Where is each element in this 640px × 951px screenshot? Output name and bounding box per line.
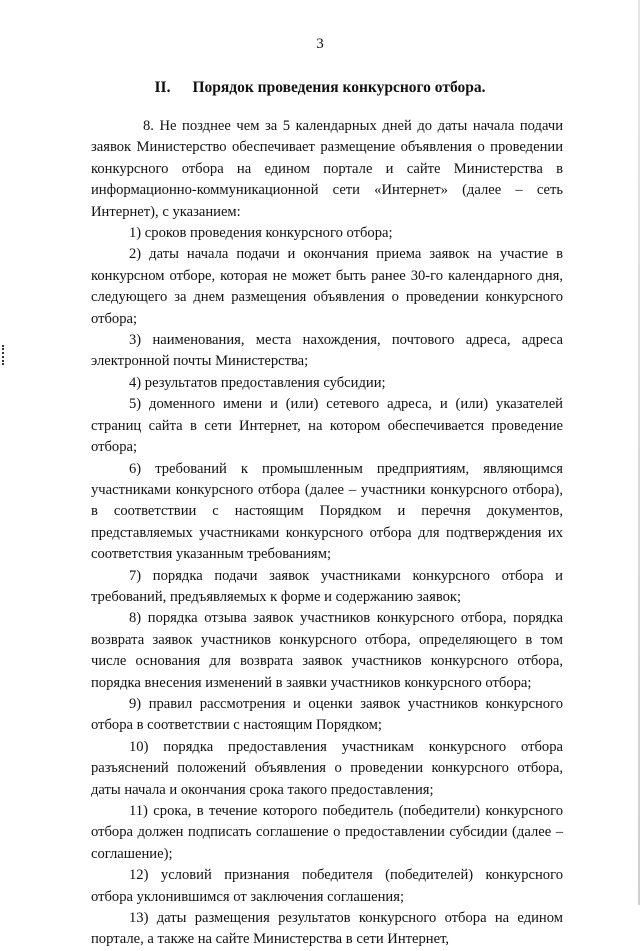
list-item-11: 11) срока, в течение которого победитель (победители) конкурсного отбора должен подписать соглашение о предоставлении субсидии (далее – соглашение); xyxy=(91,803,563,862)
list-item-7: 7) порядка подачи заявок участниками конкурсного отбора и требований, предъявляемых к форме и содержанию заявок; xyxy=(91,567,563,605)
list-item-13: 13) даты размещения результатов конкурсного отбора на едином портале, а также на сайте Министерства в сети Интернет, xyxy=(91,910,563,948)
section-title: Порядок проведения конкурсного отбора. xyxy=(192,79,486,96)
list-item-4: 4) результатов предоставления субсидии; xyxy=(129,374,386,391)
section-number: II. xyxy=(154,79,171,96)
list-item-12: 12) условий признания победителя (победителей) конкурсного отбора уклонившимся от заключения соглашения; xyxy=(91,867,563,905)
page-number: 3 xyxy=(316,36,324,52)
list-item-8: 8) порядка отзыва заявок участников конкурсного отбора, порядка возврата заявок участников конкурсного отбора, определяющего в том числе основания для возврата заявок участников конкурсного отбора, порядка внесения изменений в заявки участников конкурсного отбора; xyxy=(91,610,563,691)
scan-margin-mark xyxy=(2,345,7,365)
paragraph-8: 8. Не позднее чем за 5 календарных дней до даты начала подачи заявок Министерство обеспечивает размещение объявления о проведении конкурсного отбора на едином портале и сайте Министерства в информационно-коммуникационной сети «Интернет» (далее – сеть Интернет), с указанием: xyxy=(91,118,563,220)
list-item-5: 5) доменного имени и (или) сетевого адреса, и (или) указателей страниц сайта в сети Интернет, на котором обеспечивается проведение отбора; xyxy=(91,396,563,456)
list-item-6: 6) требований к промышленным предприятиям, являющимся участниками конкурсного отбора (далее – участники конкурсного отбора), в соответствии с настоящим Порядком и перечня документов, представляемых участниками конкурсного отбора для подтверждения их соответствия указанным требованиям; xyxy=(91,460,563,563)
list-item-2: 2) даты начала подачи и окончания приема заявок на участие в конкурсном отборе, которая не может быть ранее 30-го календарного дня, следующего за днем размещения объявления о проведении конкурсного отбора; xyxy=(91,246,563,327)
list-item-10: 10) порядка предоставления участникам конкурсного отбора разъяснений положений объявления о проведении конкурсного отбора, даты начала и окончания срока такого предоставления; xyxy=(91,738,563,798)
document-body xyxy=(91,116,563,951)
list-item-9: 9) правил рассмотрения и оценки заявок участников конкурсного отбора в соответствии с настоящим Порядком; xyxy=(91,695,563,734)
list-item-3: 3) наименования, места нахождения, почтового адреса, адреса электронной почты Министерства; xyxy=(91,332,563,370)
section-heading xyxy=(0,79,640,97)
list-item-1: 1) сроков проведения конкурсного отбора; xyxy=(129,225,393,242)
